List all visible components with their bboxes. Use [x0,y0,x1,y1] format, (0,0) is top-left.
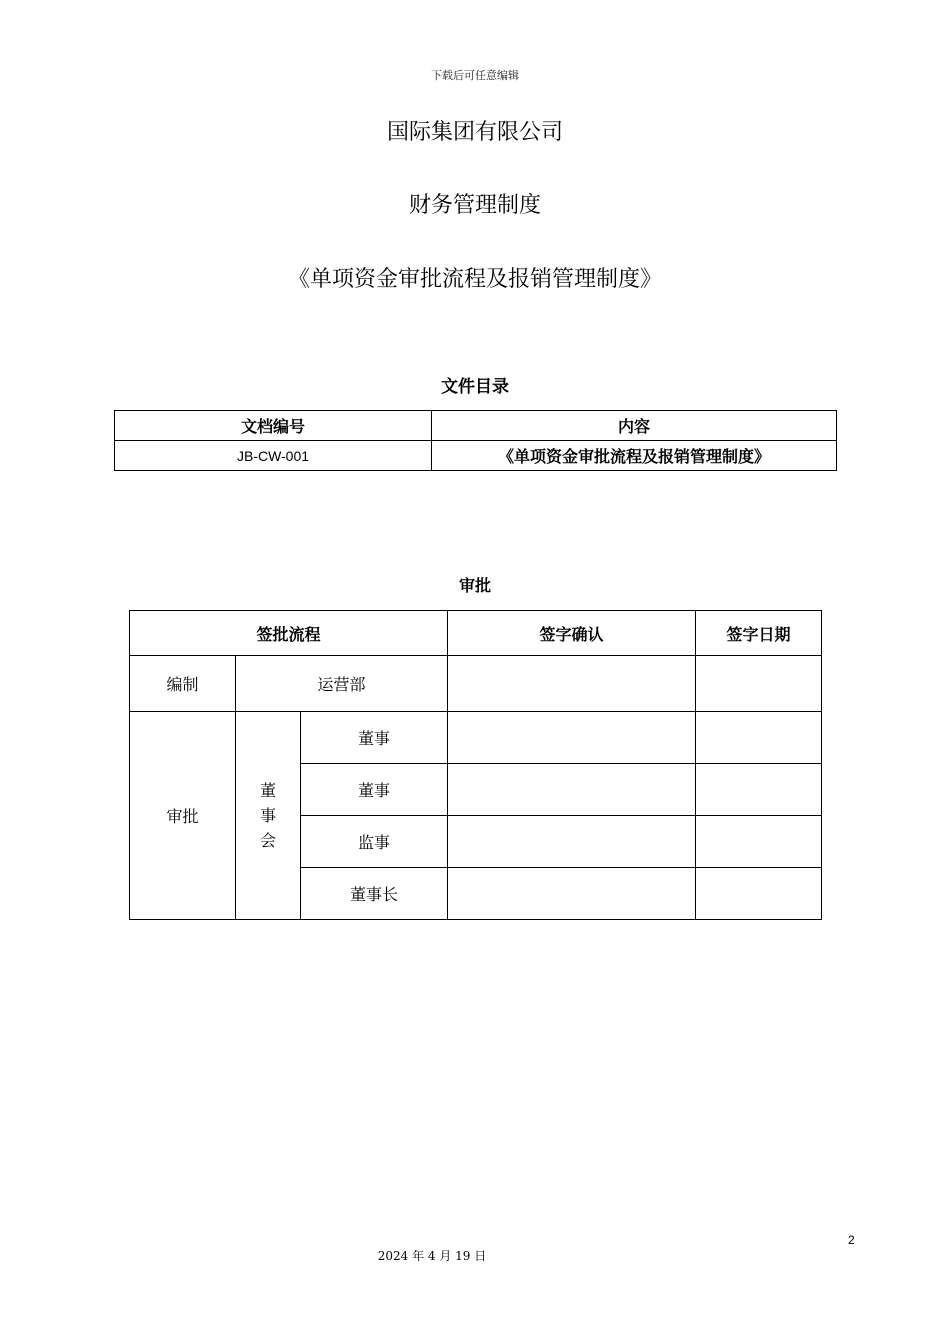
member-role: 董事长 [301,868,448,920]
board-label [236,712,301,920]
signature-cell[interactable] [448,712,696,764]
table-row [115,441,837,471]
stage-approve: 审批 [130,712,236,920]
table-row [130,656,822,712]
company-name: 国际集团有限公司 [386,120,563,145]
header-date: 签字日期 [696,611,822,656]
date-cell[interactable] [696,764,822,816]
download-note: 下载后可任意编辑 [431,69,519,82]
signature-cell[interactable] [448,868,696,920]
header-signature: 签字确认 [448,611,696,656]
approval-heading: 审批 [458,576,491,595]
toc-header-content: 内容 [432,411,837,441]
toc-heading: 文件目录 [441,377,509,397]
header-process: 签批流程 [130,611,448,656]
board-label-char: 会 [259,831,276,850]
signature-cell[interactable] [448,656,696,712]
approval-table [129,610,822,920]
member-role: 董事 [301,712,448,764]
toc-header-row [115,411,837,441]
signature-cell[interactable] [448,816,696,868]
stage-edit: 编制 [130,656,236,712]
toc-doc-code: JB-CW-001 [115,441,432,471]
signature-cell[interactable] [448,764,696,816]
date-cell[interactable] [696,816,822,868]
footer-date: 2024 年 4 月 19 日 [377,1249,487,1263]
table-row [130,712,822,764]
member-role: 监事 [301,816,448,868]
board-label-char: 事 [259,806,276,825]
toc-header-code: 文档编号 [115,411,432,441]
page-number: 2 [848,1233,855,1247]
approval-header-row [130,611,822,656]
board-label-char: 董 [259,781,276,800]
member-role: 董事 [301,764,448,816]
date-cell[interactable] [696,868,822,920]
date-cell[interactable] [696,656,822,712]
toc-table [114,410,837,471]
department-document-title: 财务管理制度 [408,193,541,218]
toc-doc-content: 《单项资金审批流程及报销管理制度》 [432,441,837,471]
edit-department: 运营部 [236,656,448,712]
date-cell[interactable] [696,712,822,764]
document-title: 《单项资金审批流程及报销管理制度》 [287,267,662,292]
